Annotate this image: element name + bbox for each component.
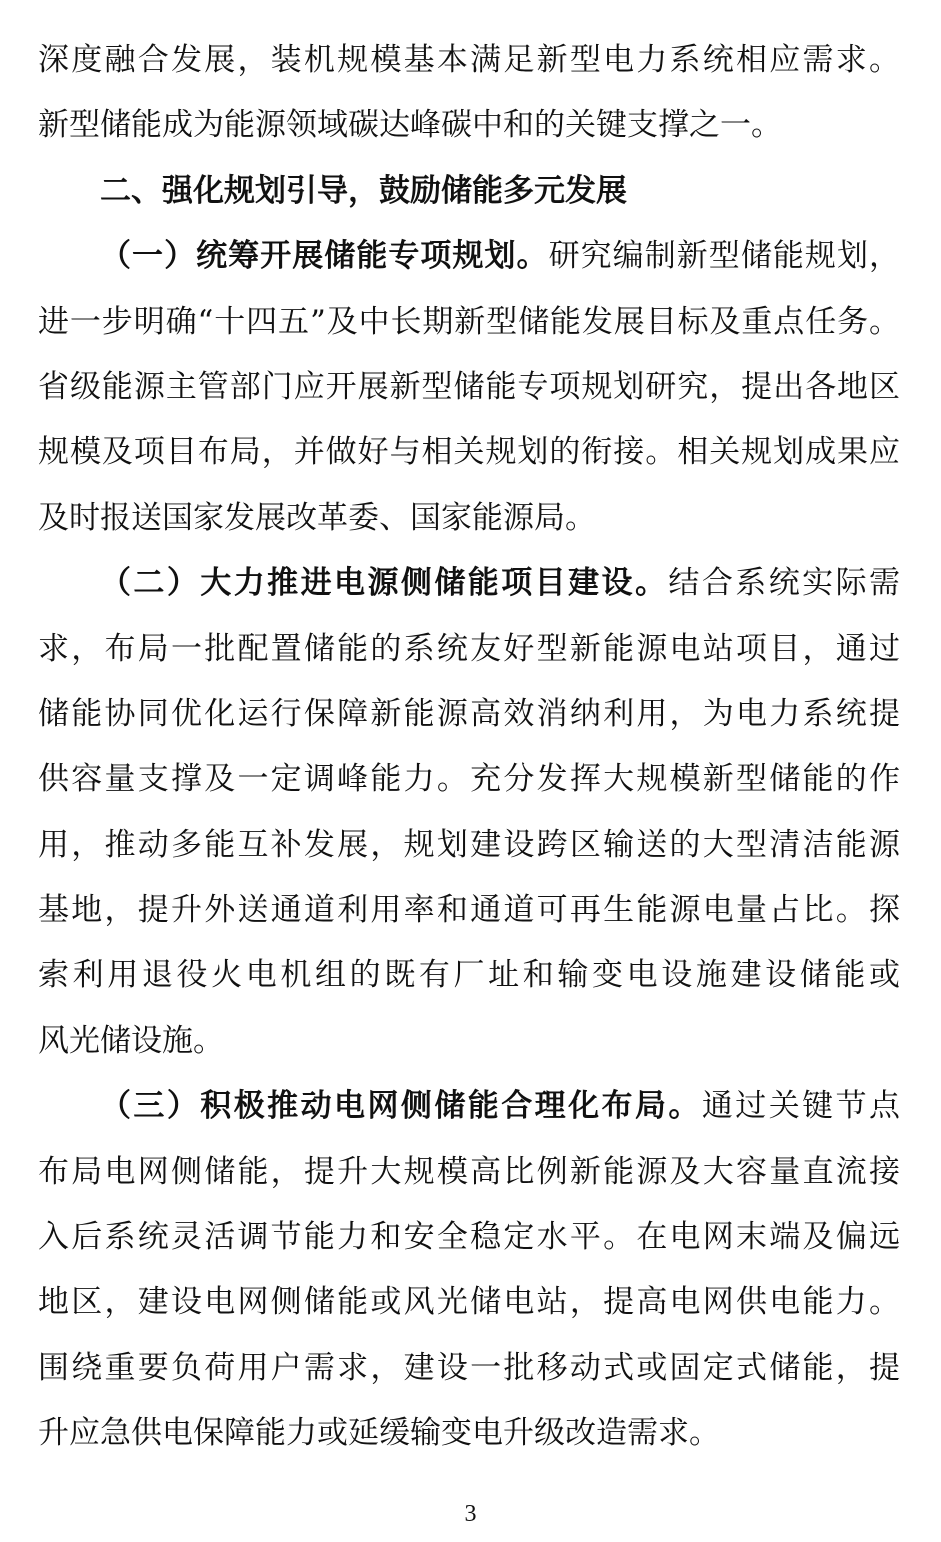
text-line [38,290,900,355]
line-text: 索利用退役火电机组的既有厂址和输变电设施建设储能或 [38,957,900,994]
line-text: 供容量支撑及一定调峰能力。充分发挥大规模新型储能的作 [38,761,900,798]
line-text: 用，推动多能互补发展，规划建设跨区输送的大型清洁能源 [38,826,900,863]
text-line [38,943,900,1008]
line-text: 深度融合发展，装机规模基本满足新型电力系统相应需求。 [38,42,900,78]
text-line [38,878,900,943]
line-text: 进一步明确“十四五”及中长期新型储能发展目标及重点任务。 [38,303,900,340]
text-line [38,1074,900,1139]
section-heading [38,159,900,224]
text-line [38,617,900,682]
text-line [38,93,900,158]
text-line [38,682,900,747]
text-line [38,1336,900,1401]
text-line [38,355,900,420]
subsection-title: （一）统筹开展储能专项规划。 [100,238,549,275]
text-line [38,28,900,93]
text-line [38,486,900,551]
line-text: 布局电网侧储能，提升大规模高比例新能源及大容量直流接 [38,1153,900,1190]
line-text: 求，布局一批配置储能的系统友好型新能源电站项目，通过 [38,630,900,667]
line-text: 新型储能成为能源领域碳达峰碳中和的关键支撑之一。 [38,107,782,144]
subsection-title: （二）大力推进电源侧储能项目建设。 [100,565,669,602]
line-text: 基地，提升外送通道利用率和通道可再生能源电量占比。探 [38,892,900,929]
text-line [38,1401,900,1466]
line-text: 风光储设施。 [38,1022,224,1059]
text-line [38,420,900,485]
line-text: 围绕重要负荷用户需求，建设一批移动式或固定式储能，提 [38,1349,900,1386]
text-line [38,224,900,289]
body-text [38,28,900,1467]
text-line [38,747,900,812]
text-line [38,1270,900,1335]
line-text: 研究编制新型储能规划， [548,238,901,275]
line-text: 结合系统实际需 [668,565,900,602]
line-text: 规模及项目布局，并做好与相关规划的衔接。相关规划成果应 [38,434,900,471]
page-number: 3 [464,1501,477,1527]
text-line [38,1140,900,1205]
text-line [38,813,900,878]
line-text: 省级能源主管部门应开展新型储能专项规划研究，提出各地区 [38,368,900,405]
line-text: 入后系统灵活调节能力和安全稳定水平。在电网末端及偏远 [38,1219,900,1256]
text-line [38,1205,900,1270]
line-text: 升应急供电保障能力或延缓输变电升级改造需求。 [38,1415,720,1452]
line-text: 通过关键节点 [701,1088,901,1125]
line-text: 地区，建设电网侧储能或风光储电站，提高电网供电能力。 [38,1284,900,1321]
line-text: 及时报送国家发展改革委、国家能源局。 [38,499,596,536]
text-line [38,1009,900,1074]
line-text: 二、强化规划引导，鼓励储能多元发展 [100,172,627,209]
subsection-title: （三）积极推动电网侧储能合理化布局。 [100,1088,702,1125]
text-line [38,551,900,616]
line-text: 储能协同优化运行保障新能源高效消纳利用，为电力系统提 [38,695,900,732]
